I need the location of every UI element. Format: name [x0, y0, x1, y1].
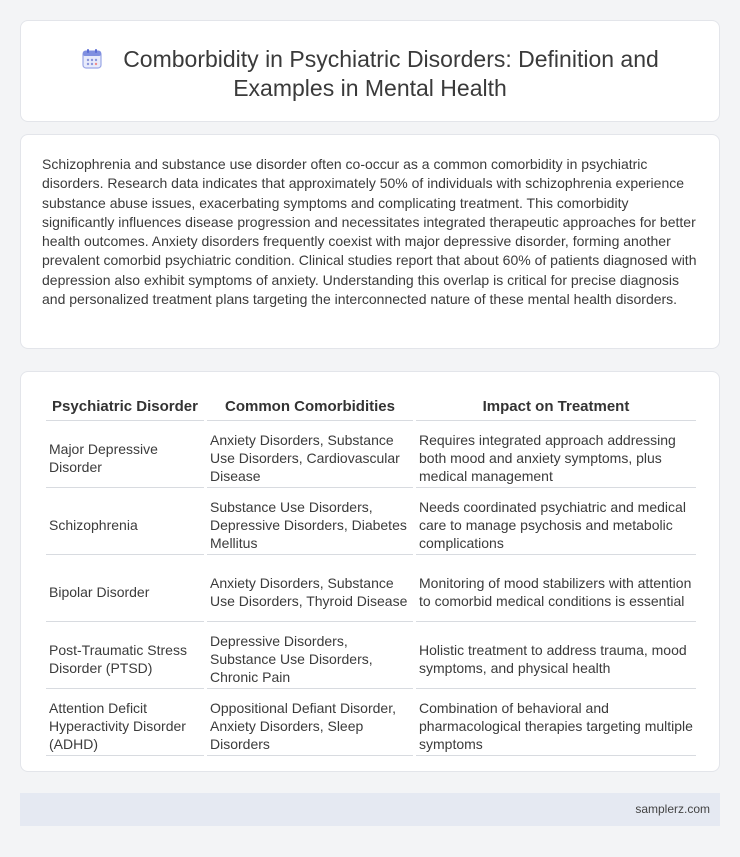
table-row: [46, 557, 696, 622]
comorbidities-cell: Anxiety Disorders, Substance Use Disorders, Cardiovascular Disease: [207, 423, 413, 488]
header-card: [20, 20, 720, 122]
disorder-cell: Attention Deficit Hyperactivity Disorder (ADHD): [46, 691, 204, 756]
disorder-cell: Major Depressive Disorder: [46, 423, 204, 488]
disorder-cell: Bipolar Disorder: [46, 557, 204, 622]
table-header-row: [46, 394, 696, 421]
page-title-text: Comborbidity in Psychiatric Disorders: Definition and Examples in Mental Health: [123, 46, 659, 101]
impact-cell: Combination of behavioral and pharmacological therapies targeting multiple symptoms: [416, 691, 696, 756]
intro-card: [20, 134, 720, 349]
column-header-comorbidities: Common Comorbidities: [207, 394, 413, 421]
column-header-impact: Impact on Treatment: [416, 394, 696, 421]
disorder-cell: Schizophrenia: [46, 490, 204, 555]
table-row: [46, 423, 696, 488]
table-card: [20, 371, 720, 772]
comorbidities-cell: Depressive Disorders, Substance Use Disorders, Chronic Pain: [207, 624, 413, 689]
impact-cell: Holistic treatment to address trauma, mood symptoms, and physical health: [416, 624, 696, 689]
title-wrap: [21, 45, 719, 103]
comorbidities-cell: Anxiety Disorders, Substance Use Disorders, Thyroid Disease: [207, 557, 413, 622]
footer-source: samplerz.com: [635, 802, 710, 816]
impact-cell: Requires integrated approach addressing both mood and anxiety symptoms, plus medical management: [416, 423, 696, 488]
intro-paragraph: Schizophrenia and substance use disorder often co-occur as a common comorbidity in psychiatric disorders. Research data indicates that approximately 50% of individuals with schizophrenia experience substance abuse issues, exacerbating symptoms and complicating treatment. This comorbidity significantly influences disease progression and necessitates integrated therapeutic approaches for better health outcomes. Anxiety disorders frequently coexist with major depressive disorder, forming another prevalent comorbid psychiatric condition. Clinical studies report that about 60% of patients diagnosed with depression also exhibit symptoms of anxiety. Understanding this overlap is critical for precise diagnosis and personalized treatment plans targeting the interconnected nature of these mental health disorders.: [42, 156, 697, 308]
disorder-cell: Post-Traumatic Stress Disorder (PTSD): [46, 624, 204, 689]
calendar-icon: [81, 48, 103, 70]
comorbidities-cell: Oppositional Defiant Disorder, Anxiety Disorders, Sleep Disorders: [207, 691, 413, 756]
comorbidity-table: [43, 392, 699, 758]
table-row: [46, 624, 696, 689]
footer-bar: [20, 793, 720, 826]
impact-cell: Needs coordinated psychiatric and medical care to manage psychosis and metabolic complications: [416, 490, 696, 555]
column-header-disorder: Psychiatric Disorder: [46, 394, 204, 421]
impact-cell: Monitoring of mood stabilizers with attention to comorbid medical conditions is essential: [416, 557, 696, 622]
table-row: [46, 490, 696, 555]
comorbidities-cell: Substance Use Disorders, Depressive Disorders, Diabetes Mellitus: [207, 490, 413, 555]
table-row: [46, 691, 696, 756]
page-title: [61, 45, 679, 103]
